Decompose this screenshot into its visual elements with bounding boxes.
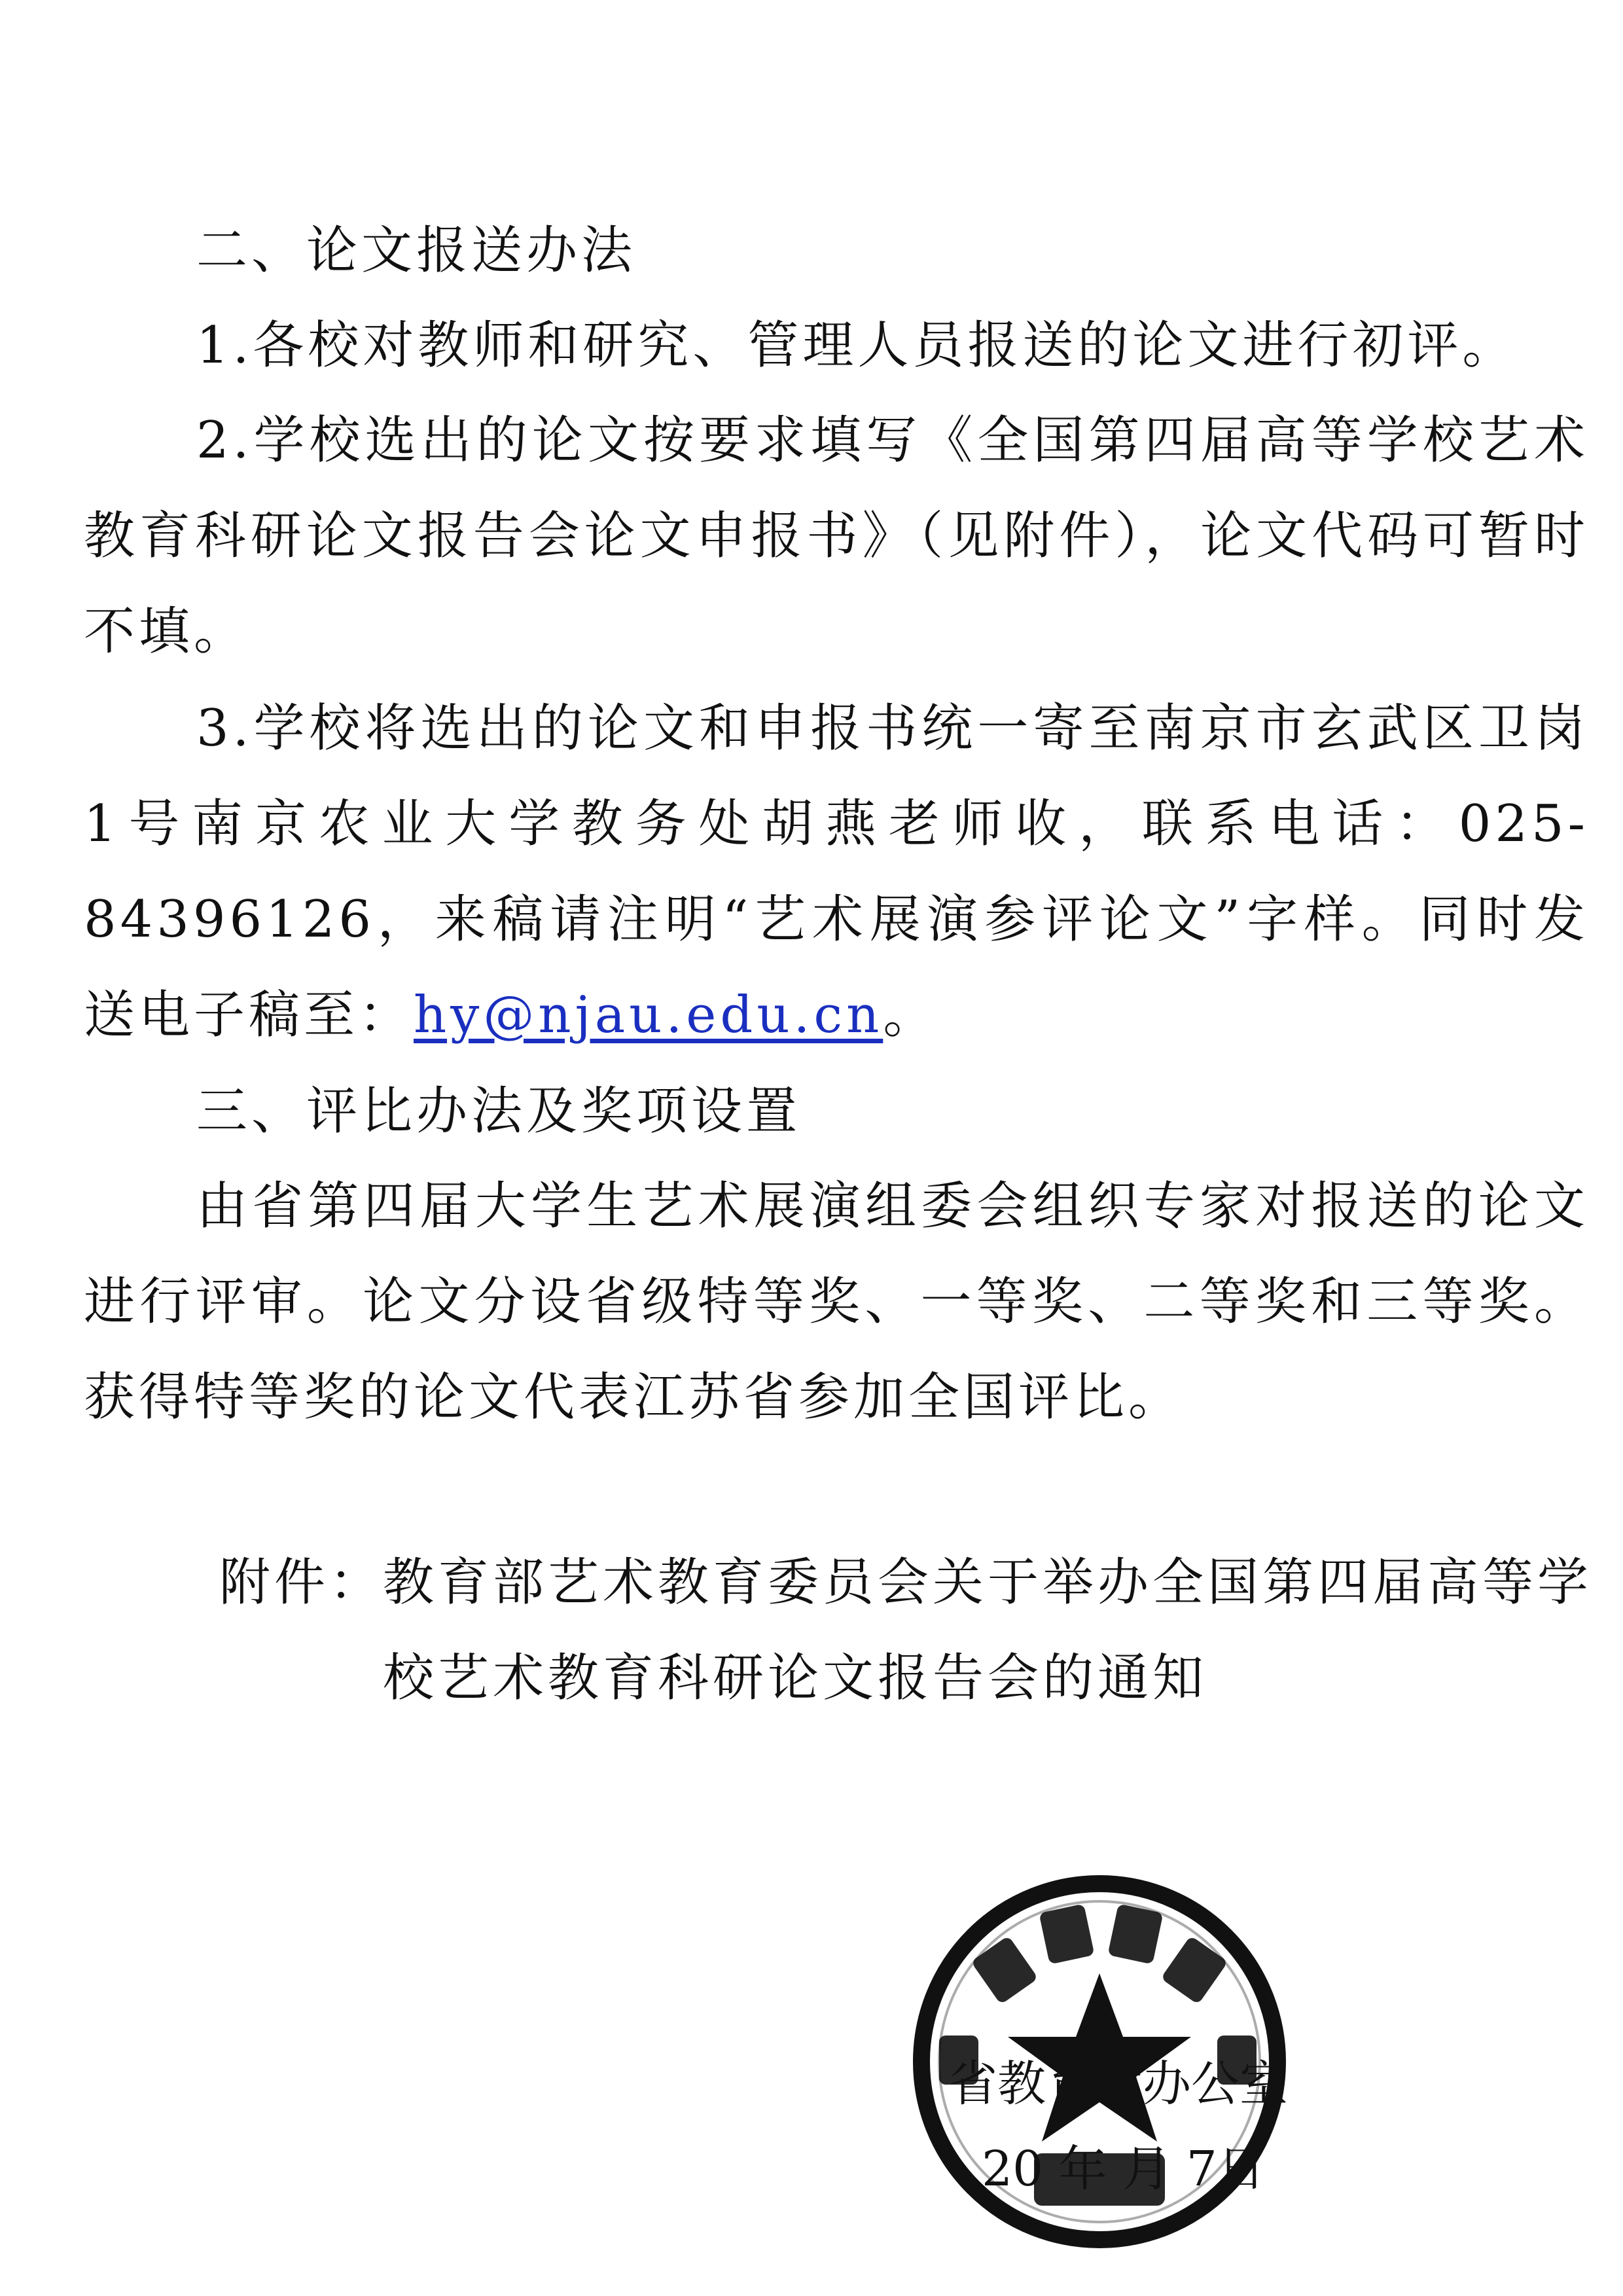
section-3-body: 由省第四届大学生艺术展演组委会组织专家对报送的论文进行评审。论文分设省级特等奖、一等奖、二等奖和三等奖。获得特等奖的论文代表江苏省参加全国评比。 xyxy=(84,1177,1589,1427)
signature-office: 省教育厅办公室 xyxy=(949,2056,1288,2112)
section-2-item-3-text: 3.学校将选出的论文和申报书统一寄至南京市玄武区卫岗1号南京农业大学教务处胡燕老师收，联系电话：025-84396126，来稿请注明“艺术展演参评论文”字样。同时发送电子稿至： xyxy=(84,699,1589,1045)
section-2-heading: 二、论文报送办法 xyxy=(196,221,637,280)
attachment-text: 教育部艺术教育委员会关于举办全国第四届高等学校艺术教育科研论文报告会的通知 xyxy=(383,1553,1593,1708)
section-2-item-1: 1.各校对教师和研究、管理人员报送的论文进行初评。 xyxy=(196,316,1518,375)
section-2-item-3-end: 。 xyxy=(883,986,938,1045)
signature-date: 20 年 月 7日 xyxy=(982,2141,1266,2197)
attachment-label: 附件： xyxy=(219,1553,385,1612)
contact-email-link[interactable]: hy@njau.edu.cn xyxy=(414,986,883,1045)
section-2-item-3 xyxy=(84,681,1589,1063)
section-2-item-2: 2.学校选出的论文按要求填写《全国第四届高等学校艺术教育科研论文报告会论文申报书》（见附件），论文代码可暂时不填。 xyxy=(84,411,1589,661)
section-3-heading: 三、评比办法及奖项设置 xyxy=(196,1082,802,1141)
signature-block xyxy=(903,1872,1427,2278)
